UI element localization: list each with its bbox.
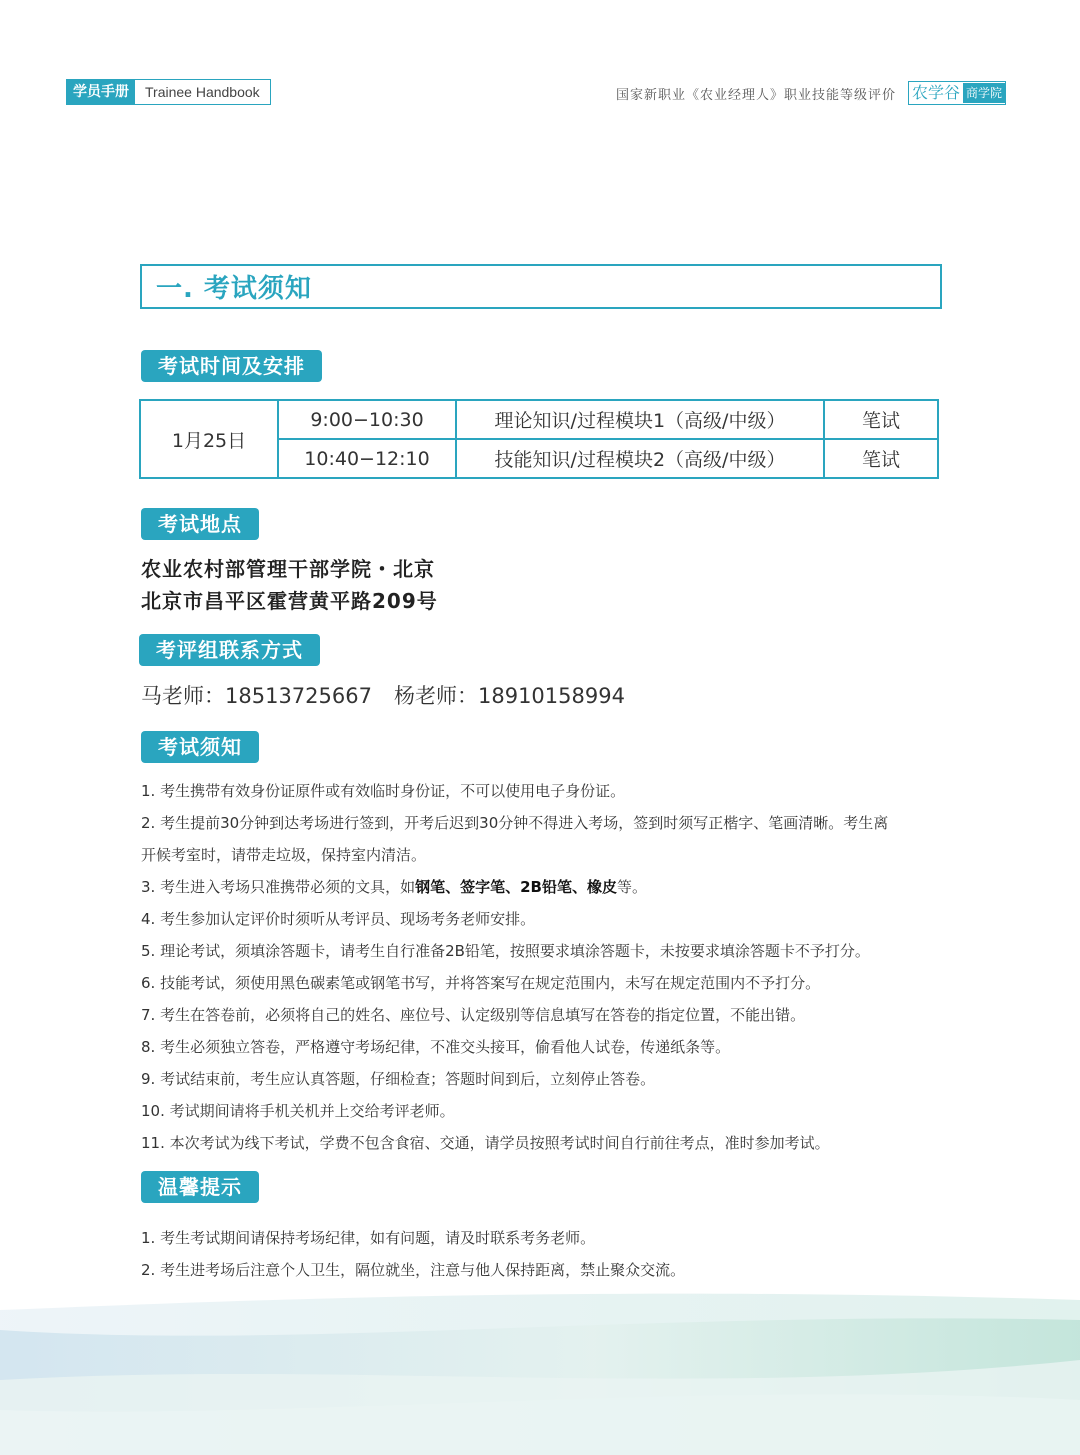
exam-time: 10:40−12:10 xyxy=(278,439,456,478)
exam-type: 笔试 xyxy=(824,400,938,439)
notice-item-cont: 开候考室时，请带走垃圾，保持室内清洁。 xyxy=(141,846,427,864)
exam-type: 笔试 xyxy=(824,439,938,478)
program-title: 国家新职业《农业经理人》职业技能等级评价 xyxy=(615,87,896,103)
contact-yang: 杨老师：18910158994 xyxy=(393,684,625,708)
decorative-wave xyxy=(0,1290,1080,1455)
notice-item: 5. 理论考试，须填涂答题卡，请考生自行准备2B铅笔，按照要求填涂答题卡，未按要求填涂答题卡不予打分。 xyxy=(141,942,870,960)
exam-date: 1月25日 xyxy=(140,400,278,478)
notice-text: 3. 考生进入考场只准携带必须的文具，如 xyxy=(141,878,416,896)
notice-item: 6. 技能考试，须使用黑色碳素笔或钢笔书写，并将答案写在规定范围内，未写在规定范围内不予打分。 xyxy=(141,974,821,992)
location-name: 农业农村部管理干部学院・北京 xyxy=(141,557,435,581)
exam-subject: 理论知识/过程模块1（高级/中级） xyxy=(456,400,824,439)
logo-main-text: 农学谷 xyxy=(911,83,960,102)
tips-heading: 温馨提示 xyxy=(141,1171,259,1203)
tip-item: 2. 考生进考场后注意个人卫生，隔位就坐，注意与他人保持距离，禁止聚众交流。 xyxy=(141,1261,686,1279)
notice-heading: 考试须知 xyxy=(141,731,259,763)
notice-item: 10. 考试期间请将手机关机并上交给考评老师。 xyxy=(141,1102,455,1120)
notice-bold-supplies: 钢笔、签字笔、2B铅笔、橡皮 xyxy=(415,878,617,896)
location-address: 北京市昌平区霍营黄平路209号 xyxy=(141,589,438,613)
handbook-tag: 学员手册 xyxy=(67,80,135,104)
notice-item: 11. 本次考试为线下考试，学费不包含食宿、交通，请学员按照考试时间自行前往考点，准时参加考试。 xyxy=(141,1134,830,1152)
handbook-subtitle: Trainee Handbook xyxy=(145,84,260,100)
schedule-table xyxy=(139,399,939,479)
notice-item: 9. 考试结束前，考生应认真答题，仔细检查；答题时间到后，立刻停止答卷。 xyxy=(141,1070,656,1088)
notice-item: 1. 考生携带有效身份证原件或有效临时身份证，不可以使用电子身份证。 xyxy=(141,782,626,800)
handbook-label xyxy=(66,79,271,105)
notice-item: 2. 考生提前30分钟到达考场进行签到，开考后迟到30分钟不得进入考场，签到时须写正楷字、笔画清晰。考生离 xyxy=(141,814,889,832)
notice-item: 8. 考生必须独立答卷，严格遵守考场纪律，不准交头接耳，偷看他人试卷，传递纸条等。 xyxy=(141,1038,731,1056)
notice-text: 等。 xyxy=(616,878,647,896)
notice-item xyxy=(141,877,941,897)
table-row xyxy=(140,400,938,439)
location-heading: 考试地点 xyxy=(141,508,259,540)
tip-item: 1. 考生考试期间请保持考场纪律，如有问题，请及时联系考务老师。 xyxy=(141,1229,596,1247)
contact-ma: 马老师：18513725667 xyxy=(141,684,372,708)
brand-logo xyxy=(908,81,1006,105)
notice-item: 7. 考生在答卷前，必须将自己的姓名、座位号、认定级别等信息填写在答卷的指定位置，不能出错。 xyxy=(141,1006,806,1024)
contact-heading: 考评组联系方式 xyxy=(139,634,320,666)
header-right xyxy=(616,81,1006,105)
section-title-box xyxy=(140,264,942,309)
notice-item: 4. 考生参加认定评价时须听从考评员、现场考务老师安排。 xyxy=(141,910,536,928)
contact-list xyxy=(141,680,625,710)
exam-time: 9:00−10:30 xyxy=(278,400,456,439)
logo-sub-text: 商学院 xyxy=(963,83,1005,103)
page-title: 一. 考试须知 xyxy=(156,274,312,304)
exam-subject: 技能知识/过程模块2（高级/中级） xyxy=(456,439,824,478)
schedule-heading: 考试时间及安排 xyxy=(141,350,322,382)
